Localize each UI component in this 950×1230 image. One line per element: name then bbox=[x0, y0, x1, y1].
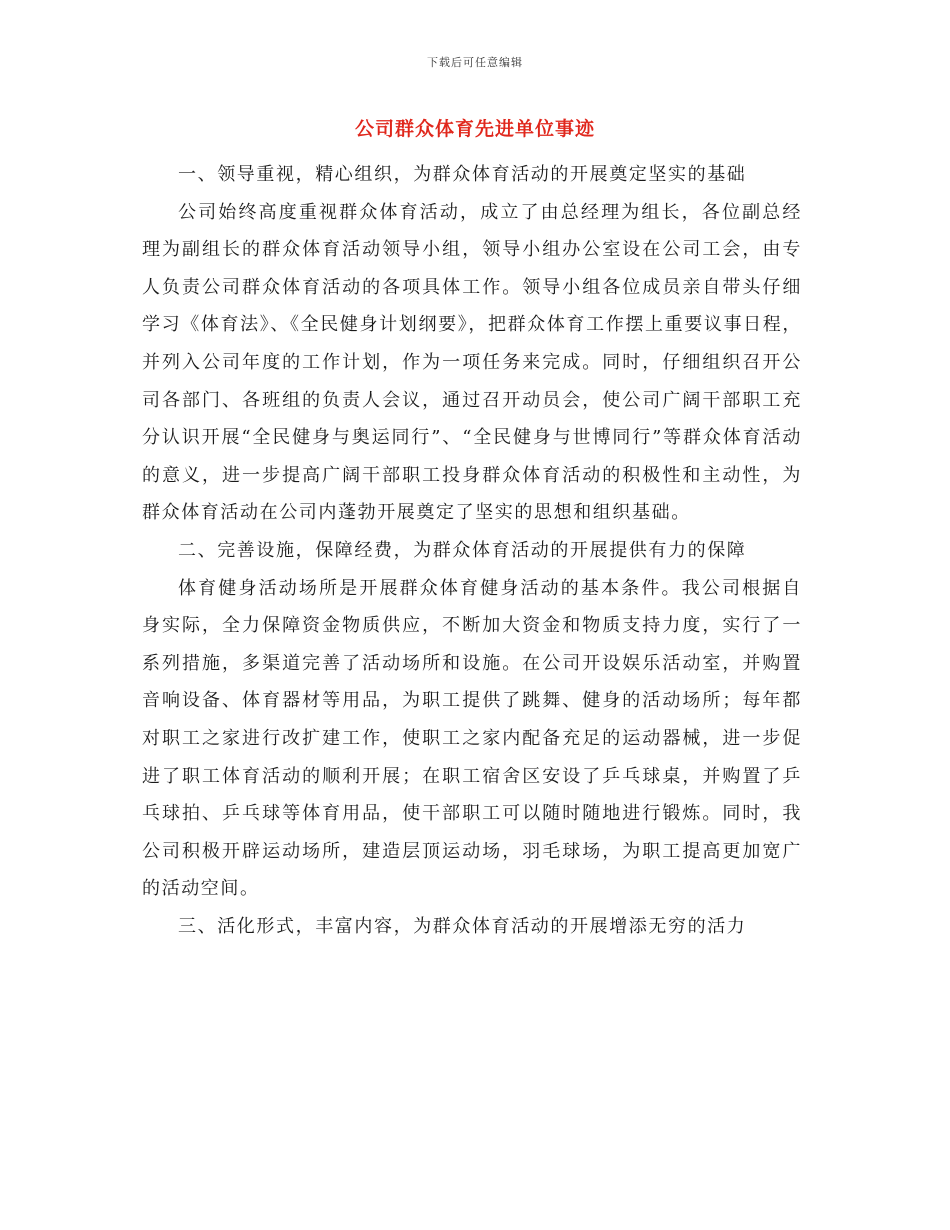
body-paragraph-1: 公司始终高度重视群众体育活动，成立了由总经理为组长，各位副总经理为副组长的群众体育活动领导小组，领导小组办公室设在公司工会，由专人负责公司群众体育活动的各项具体工作。领导小组各位成员亲自带头仔细学习《体育法》、《全民健身计划纲要》，把群众体育工作摆上重要议事日程，并列入公司年度的工作计划，作为一项任务来完成。同时，仔细组织召开公司各部门、各班组的负责人会议，通过召开动员会，使公司广阔干部职工充分认识开展“全民健身与奥运同行”、“全民健身与世博同行”等群众体育活动的意义，进一步提高广阔干部职工投身群众体育活动的积极性和主动性，为群众体育活动在公司内蓬勃开展奠定了坚实的思想和组织基础。 bbox=[142, 201, 802, 524]
document-body bbox=[142, 156, 802, 945]
document-title: 公司群众体育先进单位事迹 bbox=[354, 118, 595, 140]
section-heading-1: 一、领导重视，精心组织，为群众体育活动的开展奠定坚实的基础 bbox=[178, 164, 747, 185]
section-heading-3: 三、活化形式，丰富内容，为群众体育活动的开展增添无穷的活力 bbox=[178, 915, 747, 937]
header-note: 下载后可任意编辑 bbox=[427, 56, 523, 69]
body-paragraph-2: 体育健身活动场所是开展群众体育健身活动的基本条件。我公司根据自身实际，全力保障资金物质供应，不断加大资金和物质支持力度，实行了一系列措施，多渠道完善了活动场所和设施。在公司开设娱乐活动室，并购置音响设备、体育器材等用品，为职工提供了跳舞、健身的活动场所；每年都对职工之家进行改扩建工作，使职工之家内配备充足的运动器械，进一步促进了职工体育活动的顺利开展；在职工宿舍区安设了乒乓球桌，并购置了乒乓球拍、乒乓球等体育用品，使干部职工可以随时随地进行锻炼。同时，我公司积极开辟运动场所，建造层顶运动场，羽毛球场，为职工提高更加宽广的活动空间。 bbox=[142, 577, 802, 900]
section-heading-2: 二、完善设施，保障经费，为群众体育活动的开展提供有力的保障 bbox=[178, 539, 747, 561]
